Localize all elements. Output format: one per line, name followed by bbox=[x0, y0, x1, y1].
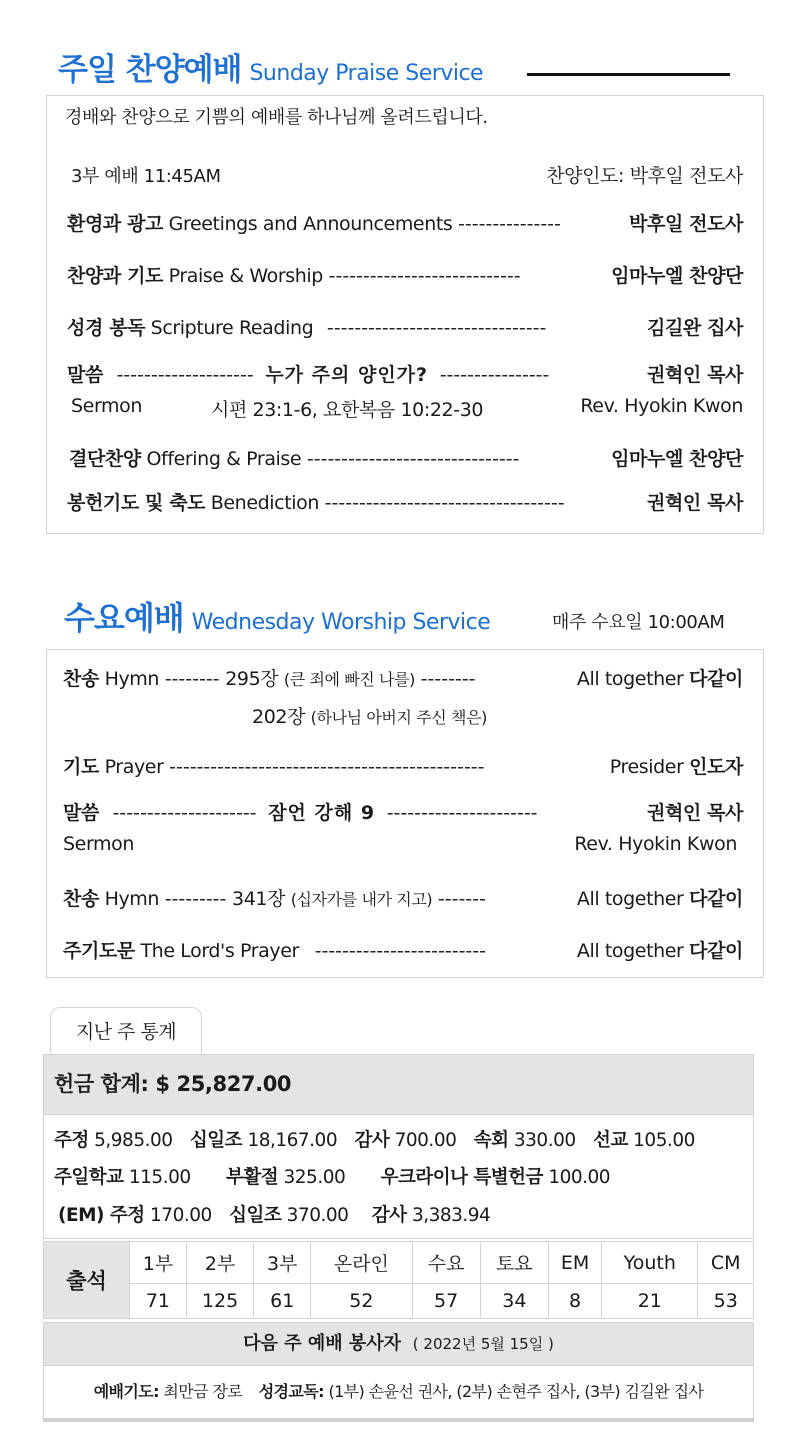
bottom-rule bbox=[43, 1419, 754, 1422]
attendance-count: 21 bbox=[602, 1284, 698, 1319]
hymn-num: 295장 bbox=[225, 668, 279, 690]
sermon-dots: ---------------- bbox=[439, 364, 550, 386]
sermon-scripture: 시편 23:1-6, 요한복음 10:22-30 bbox=[211, 399, 484, 421]
wed-sermon-en: Sermon bbox=[63, 833, 135, 855]
offer-label: 감사 bbox=[354, 1130, 390, 1151]
offering-total bbox=[43, 1054, 754, 1115]
offer-value: 18,167.00 bbox=[247, 1130, 338, 1151]
sermon-ko: 말씀 bbox=[63, 802, 99, 824]
item-en: Praise & Worship bbox=[168, 265, 323, 287]
hymn-num: 202장 bbox=[252, 706, 306, 728]
item-dots: ----------------------------------- bbox=[324, 492, 565, 514]
attendance-count: 71 bbox=[130, 1284, 187, 1319]
attendance-header: 2부 bbox=[186, 1242, 253, 1284]
wednesday-title bbox=[64, 593, 490, 639]
item-greetings bbox=[67, 209, 561, 236]
offer-value: 700.00 bbox=[394, 1130, 457, 1151]
lp-dots: ------------------------- bbox=[314, 940, 486, 962]
hymn-en: Hymn bbox=[104, 668, 160, 690]
offer-label: 감사 bbox=[371, 1205, 407, 1226]
item-praise bbox=[67, 261, 521, 288]
total-label: 헌금 합계: bbox=[54, 1072, 149, 1096]
attendance-header: 수요 bbox=[412, 1242, 480, 1284]
lp-en: The Lord's Prayer bbox=[140, 940, 299, 962]
bible-who: (1부) 손윤선 권사, (2부) 손현주 집사, (3부) 김길완 집사 bbox=[328, 1382, 704, 1401]
prayer-en: Prayer bbox=[104, 756, 164, 778]
sermon-dots: --------------------- bbox=[112, 802, 257, 824]
prayer-ko: 기도 bbox=[63, 756, 99, 778]
item-en: Scripture Reading bbox=[150, 317, 314, 339]
bible-label: 성경교독: bbox=[258, 1382, 324, 1401]
item-benediction-who: 권혁인 목사 bbox=[647, 492, 743, 514]
sermon-dots: -------------------- bbox=[116, 364, 254, 386]
wed-sermon-who: 권혁인 목사 bbox=[647, 802, 743, 824]
hymn1-who bbox=[577, 664, 743, 691]
lords-prayer-who bbox=[577, 936, 743, 963]
offering-breakdown bbox=[43, 1114, 754, 1239]
sunday-title-en: Sunday Praise Service bbox=[249, 61, 484, 86]
item-en: Offering & Praise bbox=[146, 448, 302, 470]
offer-label: 우크라이나 특별헌금 bbox=[380, 1167, 543, 1188]
attendance-count: 34 bbox=[480, 1284, 548, 1319]
attendance-count: 52 bbox=[311, 1284, 412, 1319]
next-week-volunteers bbox=[43, 1365, 754, 1419]
offer-value: 100.00 bbox=[548, 1167, 611, 1188]
hymn-ko: 찬송 bbox=[63, 668, 99, 690]
attendance-count: 125 bbox=[186, 1284, 253, 1319]
stats-tab[interactable]: 지난 주 통계 bbox=[50, 1007, 202, 1055]
item-ko: 봉헌기도 및 축도 bbox=[67, 492, 206, 514]
who-ko: 다같이 bbox=[689, 940, 743, 962]
wednesday-title-en: Wednesday Worship Service bbox=[191, 610, 491, 635]
praise-leader: 찬양인도: 박후일 전도사 bbox=[546, 165, 743, 187]
attendance-count: 61 bbox=[254, 1284, 311, 1319]
total-value: $ 25,827.00 bbox=[155, 1072, 292, 1096]
offer-label: 속회 bbox=[473, 1130, 509, 1151]
sunday-title-ko: 주일 찬양예배 bbox=[58, 52, 242, 88]
hymn-name: (십자가를 내가 지고) bbox=[290, 890, 433, 909]
prayer-dots: ---------------------------------------------- bbox=[169, 756, 485, 778]
offer-value: 5,985.00 bbox=[94, 1130, 173, 1151]
hymn-dots: -------- bbox=[164, 668, 220, 690]
hymn1-line bbox=[63, 664, 476, 691]
offer-label: (EM) 주정 bbox=[58, 1205, 145, 1226]
sermon-line bbox=[67, 360, 549, 387]
who-en: All together bbox=[576, 940, 684, 962]
sunday-box bbox=[46, 95, 764, 534]
offer-value: 325.00 bbox=[283, 1167, 346, 1188]
sermon-title: 잠언 강해 9 bbox=[268, 802, 376, 824]
attendance-header: EM bbox=[548, 1242, 601, 1284]
hymn-dots: -------- bbox=[420, 668, 476, 690]
offer-value: 105.00 bbox=[633, 1130, 695, 1151]
attendance-header: CM bbox=[698, 1242, 754, 1284]
offer-value: 170.00 bbox=[150, 1205, 212, 1226]
offering-line-1 bbox=[54, 1126, 695, 1152]
service-time: 3부 예배 11:45AM bbox=[71, 166, 221, 187]
next-week-title: 다음 주 예배 봉사자 bbox=[243, 1333, 402, 1354]
offering-line-2 bbox=[54, 1163, 610, 1189]
offer-label: 십일조 bbox=[229, 1205, 282, 1226]
wednesday-title-ko: 수요예배 bbox=[64, 599, 184, 637]
item-ko: 환영과 광고 bbox=[67, 213, 163, 235]
prayer-who: 최만금 장로 bbox=[163, 1382, 243, 1401]
item-en: Benediction bbox=[210, 492, 319, 514]
wed-sermon-who-en: Rev. Hyokin Kwon bbox=[574, 833, 737, 855]
attendance-label: 출석 bbox=[44, 1242, 130, 1319]
who-ko: 다같이 bbox=[689, 888, 743, 910]
item-dots: --------------- bbox=[458, 213, 561, 235]
item-scripture-who: 김길완 집사 bbox=[647, 317, 743, 339]
offering-line-3 bbox=[58, 1201, 490, 1227]
hymn-num: 341장 bbox=[232, 888, 286, 910]
offer-value: 370.00 bbox=[286, 1205, 349, 1226]
hymn2-line bbox=[63, 884, 486, 911]
item-offering bbox=[69, 444, 519, 471]
who-ko: 인도자 bbox=[689, 756, 743, 778]
item-dots: -------------------------------- bbox=[326, 317, 547, 339]
attendance-count: 57 bbox=[412, 1284, 480, 1319]
item-dots: ---------------------------- bbox=[328, 265, 521, 287]
sermon-dots: ---------------------- bbox=[386, 802, 538, 824]
offer-label: 선교 bbox=[593, 1130, 628, 1151]
item-benediction bbox=[67, 488, 565, 515]
wednesday-time: 매주 수요일 10:00AM bbox=[552, 612, 725, 633]
who-en: Presider bbox=[609, 756, 684, 778]
prayer-label: 예배기도: bbox=[93, 1382, 159, 1401]
offer-label: 주정 bbox=[54, 1130, 89, 1151]
hymn-name: (하나님 아버지 주신 책은) bbox=[310, 708, 487, 727]
hymn-en: Hymn bbox=[104, 888, 160, 910]
item-praise-who: 임마누엘 찬양단 bbox=[611, 265, 743, 287]
next-week-header bbox=[43, 1322, 754, 1366]
next-week-date: ( 2022년 5월 15일 ) bbox=[412, 1335, 554, 1353]
item-greetings-who: 박후일 전도사 bbox=[629, 213, 743, 235]
offer-value: 115.00 bbox=[128, 1167, 191, 1188]
hymn1b-line bbox=[252, 702, 487, 729]
attendance-header: 1부 bbox=[130, 1242, 187, 1284]
offer-value: 3,383.94 bbox=[411, 1205, 491, 1226]
attendance-header: Youth bbox=[602, 1242, 698, 1284]
attendance-header: 3부 bbox=[254, 1242, 311, 1284]
attendance-table bbox=[43, 1241, 754, 1319]
sermon-who-en: Rev. Hyokin Kwon bbox=[580, 395, 743, 417]
item-offering-who: 임마누엘 찬양단 bbox=[611, 448, 743, 470]
hymn-name: (큰 죄에 빠진 나를) bbox=[283, 670, 415, 689]
title-rule bbox=[527, 73, 730, 76]
lp-ko: 주기도문 bbox=[63, 940, 135, 962]
who-ko: 다같이 bbox=[689, 668, 743, 690]
sermon-who: 권혁인 목사 bbox=[647, 364, 743, 386]
offer-value: 330.00 bbox=[513, 1130, 576, 1151]
hymn2-who bbox=[577, 884, 743, 911]
who-en: All together bbox=[576, 888, 684, 910]
wednesday-box bbox=[46, 649, 764, 978]
item-ko: 찬양과 기도 bbox=[67, 265, 163, 287]
offer-label: 십일조 bbox=[189, 1130, 243, 1151]
who-en: All together bbox=[576, 668, 684, 690]
hymn-dots: --------- bbox=[164, 888, 227, 910]
offer-label: 주일학교 bbox=[54, 1167, 124, 1188]
sunday-intro: 경배와 찬양으로 기쁨의 예배를 하나님께 올려드립니다. bbox=[65, 107, 488, 128]
attendance-header: 토요 bbox=[480, 1242, 548, 1284]
lords-prayer-line bbox=[63, 936, 486, 963]
attendance-count: 8 bbox=[548, 1284, 601, 1319]
offer-label: 부활절 bbox=[226, 1167, 279, 1188]
wed-sermon-line bbox=[63, 798, 538, 825]
item-scripture bbox=[67, 313, 546, 340]
prayer-who bbox=[610, 752, 743, 779]
sunday-title bbox=[58, 44, 483, 89]
sermon-en: Sermon bbox=[71, 395, 143, 417]
item-dots: ------------------------------- bbox=[306, 448, 520, 470]
item-ko: 성경 봉독 bbox=[67, 317, 146, 339]
hymn-ko: 찬송 bbox=[63, 888, 99, 910]
hymn-dots: ------- bbox=[437, 888, 486, 910]
sermon-ko: 말씀 bbox=[67, 364, 103, 386]
item-ko: 결단찬양 bbox=[69, 448, 141, 470]
attendance-header: 온라인 bbox=[311, 1242, 412, 1284]
prayer-line bbox=[63, 752, 485, 779]
item-en: Greetings and Announcements bbox=[168, 213, 453, 235]
attendance-count: 53 bbox=[698, 1284, 754, 1319]
sermon-title: 누가 주의 양인가? bbox=[265, 364, 429, 386]
